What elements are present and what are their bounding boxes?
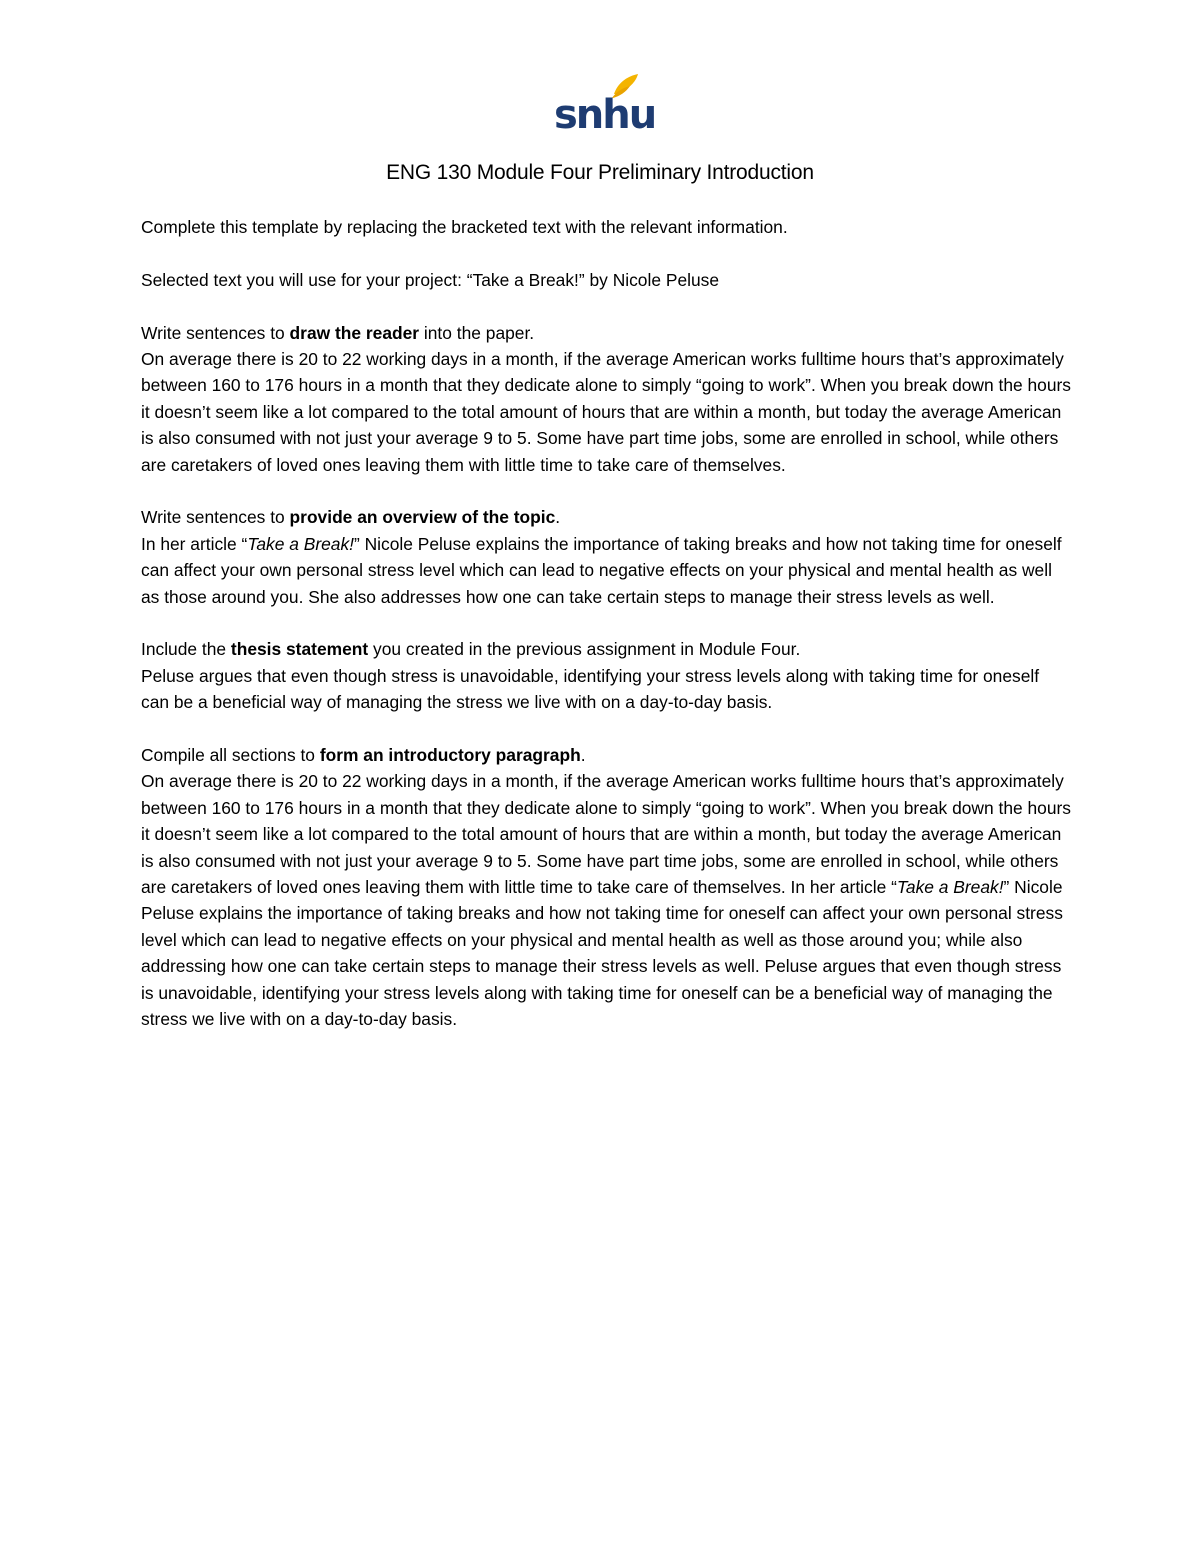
section2-prompt: [141, 504, 1071, 530]
body-text: In her article “: [141, 533, 248, 554]
selected-text-line: [141, 267, 1071, 293]
prompt-text: you created in the previous assignment in Module Four.: [368, 639, 801, 660]
section1-prompt: [141, 320, 1071, 346]
body-text: ” Nicole Peluse explains the importance of taking breaks and how not taking time for oneself can affect your own personal stress level which can lead to negative effects on your physical and mental health as well as those around you. She also addresses how one can take certain steps to manage their stress levels as well.: [141, 533, 1062, 607]
section2-body: [141, 531, 1071, 610]
prompt-bold-text: form an introductory paragraph: [319, 745, 581, 766]
prompt-text: .: [580, 745, 586, 766]
prompt-text: Compile all sections to: [141, 745, 320, 766]
selected-text-value: “Take a Break!” by Nicole Peluse: [466, 269, 720, 290]
prompt-text: into the paper.: [419, 322, 535, 343]
prompt-bold-text: thesis statement: [230, 639, 369, 660]
body-text: ” Nicole Peluse explains the importance of taking breaks and how not taking time for oneself can affect your own personal stress level which can lead to negative effects on your physical and mental health as well as those around you; while also addressing how one can take certain steps to manage their stress levels as well. Peluse argues that even though stress is unavoidable, identifying your stress levels along with taking time for oneself can be a beneficial way of managing the stress we live with on a day-to-day basis.: [141, 877, 1063, 1030]
body-text: On average there is 20 to 22 working days in a month, if the average American works fulltime hours that’s approximately between 160 to 176 hours in a month that they dedicate alone to simply “going to work”. When you break down the hours it doesn’t seem like a lot compared to the total amount of hours that are within a month, but today the average American is also consumed with not just your average 9 to 5. Some have part time jobs, some are enrolled in school, while others are caretakers of loved ones leaving them with little time to take care of themselves. In her article “: [141, 771, 1071, 898]
section4-prompt: [141, 742, 1071, 768]
document-body: [141, 214, 1071, 1033]
snhu-logo: [552, 72, 656, 138]
article-title: Take a Break!: [896, 877, 1004, 898]
section4-body: [141, 768, 1071, 1032]
prompt-text: Write sentences to: [141, 507, 290, 528]
instructions-text: Complete this template by replacing the bracketed text with the relevant information.: [141, 217, 788, 237]
section3-body: Peluse argues that even though stress is unavoidable, identifying your stress levels along with taking time for oneself can be a beneficial way of managing the stress we live with on a day-to-day basis.: [141, 665, 1040, 713]
selected-text-label: Selected text you will use for your project:: [141, 269, 467, 290]
prompt-text: Include the: [141, 639, 231, 660]
prompt-text: Write sentences to: [141, 322, 290, 343]
prompt-text: .: [555, 507, 561, 528]
logo-text: snhu: [554, 92, 656, 138]
section1-body: On average there is 20 to 22 working days in a month, if the average American works fulltime hours that’s approximately between 160 to 176 hours in a month that they dedicate alone to simply “going to work”. When you break down the hours it doesn’t seem like a lot compared to the total amount of hours that are within a month, but today the average American is also consumed with not just your average 9 to 5. Some have part time jobs, some are enrolled in school, while others are caretakers of loved ones leaving them with little time to take care of themselves.: [141, 349, 1071, 475]
prompt-bold-text: draw the reader: [289, 322, 420, 343]
document-title: ENG 130 Module Four Preliminary Introduction: [386, 161, 814, 184]
article-title: Take a Break!: [247, 533, 354, 554]
section3-prompt: [141, 636, 1071, 662]
prompt-bold-text: provide an overview of the topic: [289, 507, 556, 528]
